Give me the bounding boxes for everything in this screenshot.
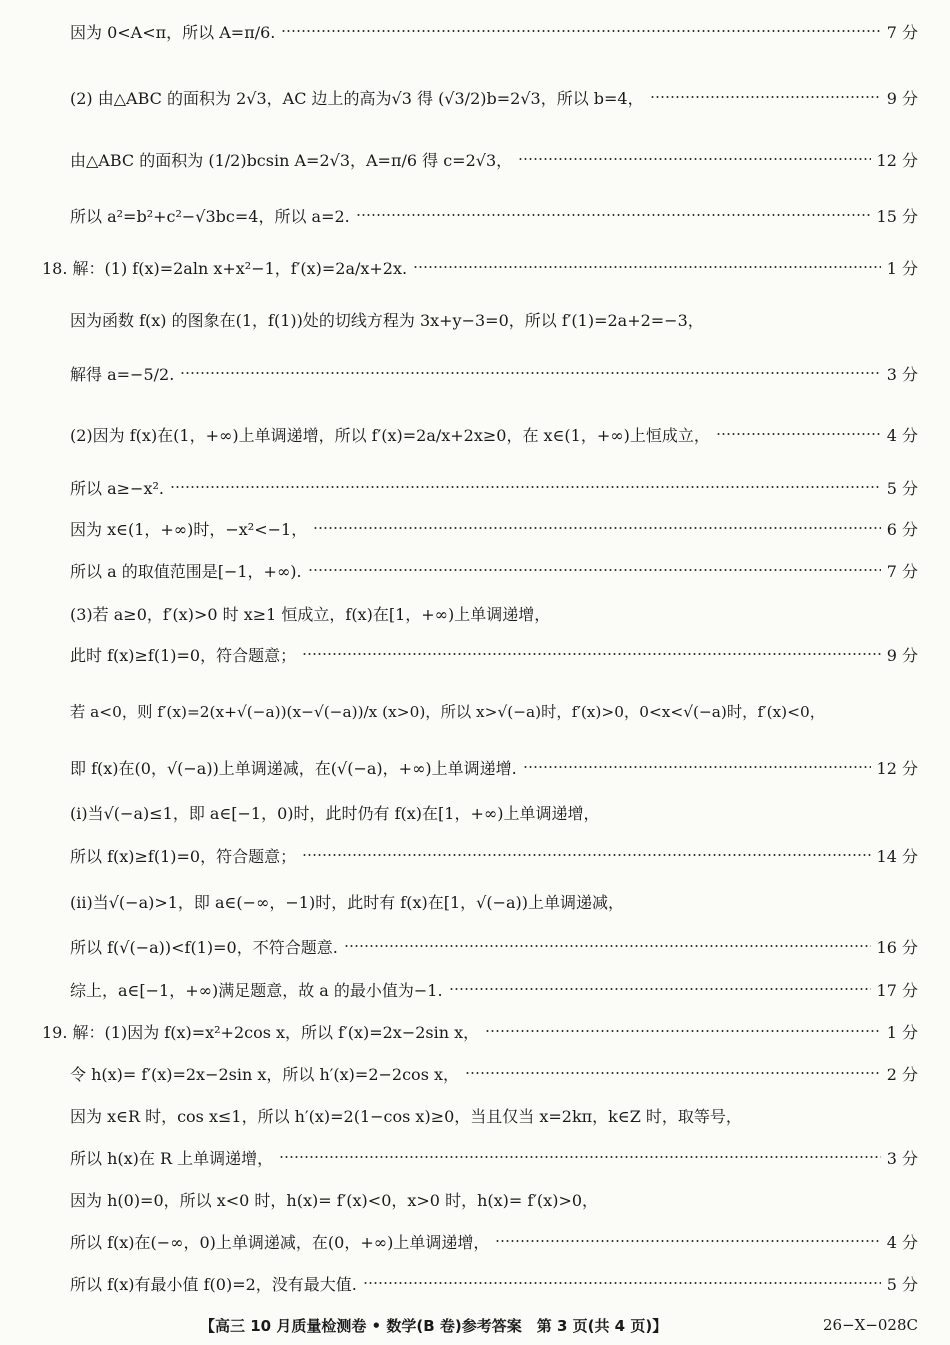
line-score: 7 分 — [886, 22, 918, 42]
answer-line — [70, 511, 918, 545]
line-score: 3 分 — [886, 1148, 918, 1168]
leader-dots — [485, 1030, 881, 1032]
leader-dots — [302, 854, 870, 856]
answer-line — [70, 553, 918, 587]
answer-line — [42, 250, 918, 284]
line-text: 若 a<0，则 f′(x)=2(x+√(−a))(x−√(−a))/x (x>0)，所以 x>√(−a)时，f′(x)>0，0<x<√(−a)时，f′(x)<0， — [70, 703, 825, 721]
line-score: 12 分 — [876, 150, 918, 170]
answer-line — [70, 80, 918, 114]
answer-line — [70, 972, 918, 1006]
leader-dots — [716, 433, 881, 435]
answer-line — [70, 142, 918, 176]
answer-line — [70, 596, 918, 630]
line-score: 5 分 — [886, 478, 918, 498]
line-score: 9 分 — [886, 88, 918, 108]
answer-line — [70, 1182, 918, 1216]
leader-dots — [449, 988, 871, 990]
line-text: 所以 f(x)有最小值 f(0)=2，没有最大值. — [70, 1274, 357, 1294]
line-score: 9 分 — [886, 645, 918, 665]
line-score: 17 分 — [876, 980, 918, 1000]
line-score: 14 分 — [876, 846, 918, 866]
answer-line — [70, 795, 918, 829]
line-text: 所以 h(x)在 R 上单调递增， — [70, 1148, 274, 1168]
line-text: 因为函数 f(x) 的图象在(1，f(1))处的切线方程为 3x+y−3=0，所以 f′(1)=2a+2=−3， — [70, 310, 704, 330]
leader-dots — [465, 1072, 881, 1074]
answer-line — [42, 1014, 918, 1048]
leader-dots — [281, 30, 880, 32]
line-text: 即 f(x)在(0，√(−a))上单调递减，在(√(−a)，+∞)上单调递增. — [70, 758, 517, 778]
answer-line — [70, 637, 918, 671]
line-text: (3)若 a≥0，f′(x)>0 时 x≥1 恒成立，f(x)在[1，+∞)上单调递增， — [70, 604, 551, 624]
answer-line — [70, 1056, 918, 1090]
leader-dots — [344, 945, 871, 947]
line-text: 所以 a²=b²+c²−√3bc=4，所以 a=2. — [70, 206, 350, 226]
line-text: 由△ABC 的面积为 (1/2)bcsin A=2√3，A=π/6 得 c=2√3， — [70, 150, 513, 170]
footer-code: 26−X−028C — [822, 1316, 918, 1334]
leader-dots — [523, 766, 871, 768]
answer-line — [70, 694, 918, 728]
line-text: 所以 a 的取值范围是[−1，+∞). — [70, 561, 302, 581]
line-score: 4 分 — [886, 1232, 918, 1252]
leader-dots — [313, 527, 881, 529]
line-score: 6 分 — [886, 519, 918, 539]
leader-dots — [518, 158, 870, 160]
footer-title: 【高三 10 月质量检测卷 • 数学(B 卷)参考答案 第 3 页(共 4 页)】 — [200, 1316, 668, 1335]
line-text: 所以 f(x)在(−∞，0)上单调递减，在(0，+∞)上单调递增， — [70, 1232, 490, 1252]
line-text: (ⅱ)当√(−a)>1，即 a∈(−∞，−1)时，此时有 f(x)在[1，√(−a))上单调递减， — [70, 892, 625, 912]
line-score: 12 分 — [876, 758, 918, 778]
answer-line — [70, 1098, 918, 1132]
answer-line — [70, 884, 918, 918]
leader-dots — [302, 653, 881, 655]
line-text: 因为 h(0)=0，所以 x<0 时，h(x)= f′(x)<0，x>0 时，h(x)= f′(x)>0， — [70, 1190, 599, 1210]
leader-dots — [279, 1156, 881, 1158]
line-text: 因为 x∈(1，+∞)时，−x²<−1， — [70, 519, 308, 539]
line-text: 因为 0<A<π，所以 A=π/6. — [70, 22, 276, 42]
answer-line — [70, 417, 918, 451]
line-text: (2) 由△ABC 的面积为 2√3，AC 边上的高为√3 得 (√3/2)b=2√3，所以 b=4， — [70, 88, 644, 108]
leader-dots — [308, 569, 881, 571]
line-score: 1 分 — [886, 258, 918, 278]
leader-dots — [495, 1240, 880, 1242]
answer-line — [70, 198, 918, 232]
line-text: 令 h(x)= f′(x)=2x−2sin x，所以 h′(x)=2−2cos x， — [70, 1064, 460, 1084]
answer-line — [70, 302, 918, 336]
line-text: 解得 a=−5/2. — [70, 364, 175, 384]
line-score: 1 分 — [886, 1022, 918, 1042]
line-text: 所以 f(√(−a))<f(1)=0，不符合题意. — [70, 937, 338, 957]
line-text: 所以 f(x)≥f(1)=0，符合题意； — [70, 846, 297, 866]
line-score: 16 分 — [876, 937, 918, 957]
line-text: 综上，a∈[−1，+∞)满足题意，故 a 的最小值为−1. — [70, 980, 443, 1000]
leader-dots — [356, 214, 871, 216]
line-score: 3 分 — [886, 364, 918, 384]
answer-line — [70, 14, 918, 48]
line-text: 19. 解：(1)因为 f(x)=x²+2cos x，所以 f′(x)=2x−2sin x， — [42, 1022, 480, 1042]
line-score: 4 分 — [886, 425, 918, 445]
line-score: 15 分 — [876, 206, 918, 226]
leader-dots — [170, 486, 881, 488]
answer-line — [70, 1224, 918, 1258]
answer-line — [70, 929, 918, 963]
line-score: 2 分 — [886, 1064, 918, 1084]
line-text: 18. 解：(1) f(x)=2aln x+x²−1，f′(x)=2a/x+2x. — [42, 258, 408, 278]
line-text: 因为 x∈R 时，cos x≤1，所以 h′(x)=2(1−cos x)≥0，当且仅当 x=2kπ，k∈Z 时，取等号， — [70, 1106, 742, 1126]
answer-line — [70, 356, 918, 390]
line-score: 7 分 — [886, 561, 918, 581]
answer-line — [70, 1266, 918, 1300]
answer-line — [70, 838, 918, 872]
leader-dots — [413, 266, 881, 268]
line-text: (2)因为 f(x)在(1，+∞)上单调递增，所以 f′(x)=2a/x+2x≥0，在 x∈(1，+∞)上恒成立， — [70, 425, 710, 445]
answer-line — [70, 750, 918, 784]
answer-line — [70, 1140, 918, 1174]
line-score: 5 分 — [886, 1274, 918, 1294]
line-text: 此时 f(x)≥f(1)=0，符合题意； — [70, 645, 297, 665]
leader-dots — [363, 1282, 881, 1284]
line-text: 所以 a≥−x². — [70, 478, 164, 498]
line-text: (ⅰ)当√(−a)≤1，即 a∈[−1，0)时，此时仍有 f(x)在[1，+∞)上单调递增， — [70, 803, 600, 823]
page-footer — [200, 1312, 918, 1338]
answer-line — [70, 470, 918, 504]
leader-dots — [180, 372, 880, 374]
leader-dots — [650, 96, 881, 98]
